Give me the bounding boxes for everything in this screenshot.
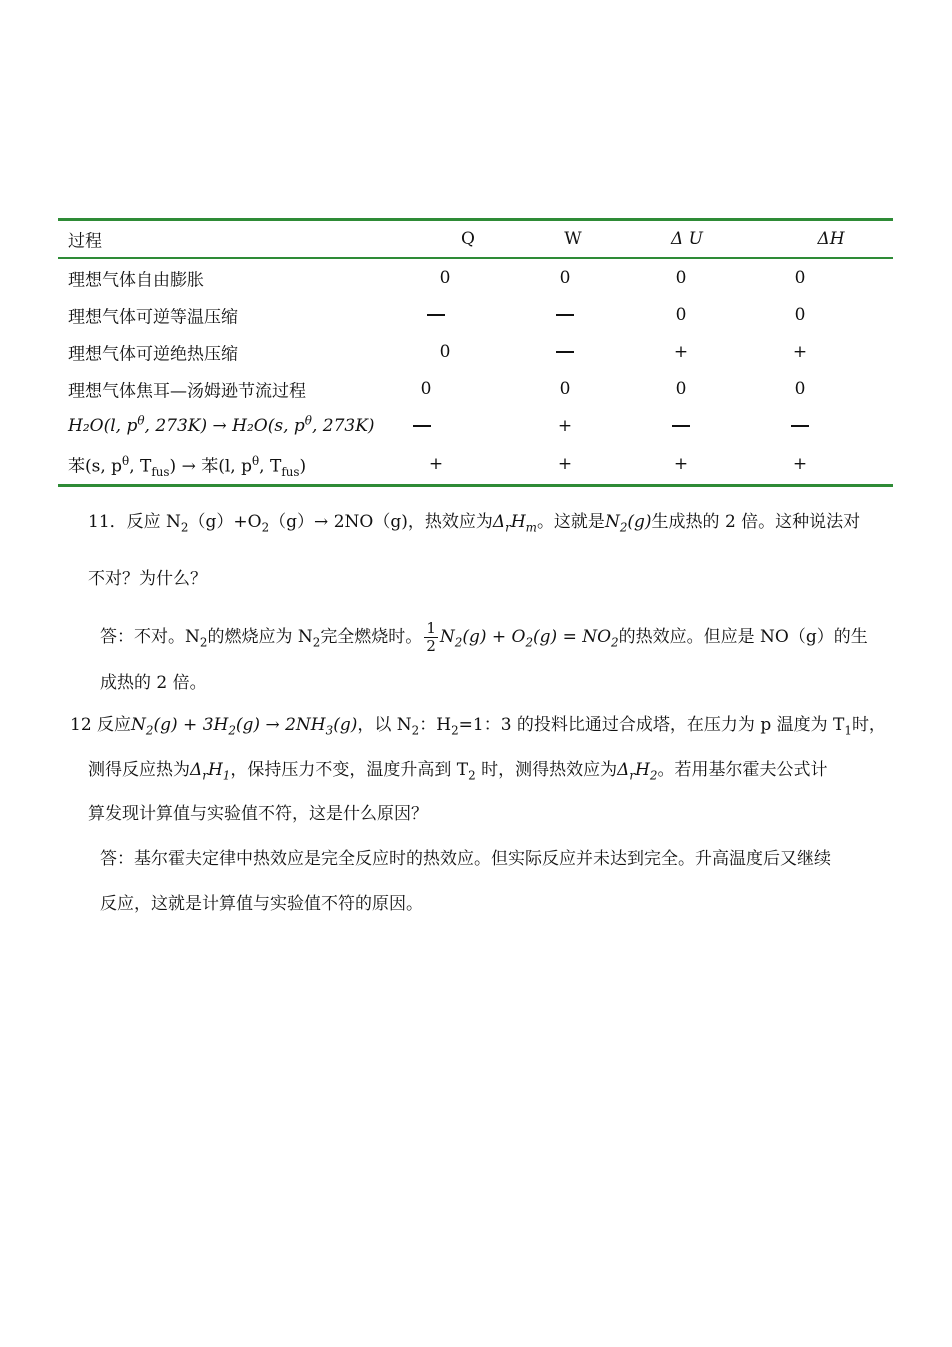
row-du <box>668 416 694 436</box>
q11-answer-text: 完全燃烧时。 <box>320 627 423 647</box>
row-w: 0 <box>559 267 571 288</box>
q11-line1: 11．反应 $N_2(g)+O_2(g)\to 2NO(g)$，热效应为$\Delta_rH_m$。这就是$N_2(g)$生成热的 2 倍。这种说法对 <box>88 512 861 535</box>
header-delta-h: ΔH <box>817 229 845 249</box>
q11-answer-line1: 答：不对。$N_2$的燃烧应为 $N_2$完全燃烧时。 $\frac{1}{2}$ $N_2(g) + O_2(g) = NO_2$的热效应。但应是 NO（g）的生 <box>100 619 868 655</box>
dash-mark <box>427 314 445 316</box>
row-process: 苯(s, $p^\theta$, $T_{fus}$) → 苯(l, $p^\theta$, $T_{fus}$) <box>68 453 307 479</box>
dash-mark <box>413 425 431 427</box>
dash-mark <box>556 314 574 316</box>
formula-delta-r-hm: $\Delta_rH_m$ <box>492 512 537 535</box>
row-process: 理想气体焦耳—汤姆逊节流过程 <box>68 381 306 401</box>
formula-delta-r-h2: $\Delta_rH_2$ <box>617 760 658 783</box>
header-w: W <box>564 229 582 249</box>
row-q: + <box>428 454 444 474</box>
q12-text: 时， <box>851 715 886 735</box>
q12-text: 。若用基尔霍夫公式计 <box>657 760 828 780</box>
row-q: 0 <box>420 378 432 399</box>
q11-text: （g）+O <box>188 512 262 532</box>
row-process: H₂O(l, $p^\theta$, 273K) → H₂O(s, $p^\theta$, 273K) <box>68 412 375 436</box>
q11-text: 2NO（g)，热效应为 <box>333 512 493 532</box>
row-du: 0 <box>675 267 687 288</box>
q11-answer-line2: 成热的 2 倍。 <box>100 673 207 693</box>
row-w: + <box>557 415 573 436</box>
q11-answer-text: 答：不对。N <box>100 627 200 647</box>
header-process: 过程 <box>68 231 102 252</box>
row-w <box>553 342 577 362</box>
table-row <box>58 333 893 370</box>
row-process: 理想气体可逆等温压缩 <box>68 307 238 327</box>
q11-answer-text: 的热效应。但应是 NO（g）的生 <box>618 627 868 647</box>
fraction-one-half: $\frac{1}{2}$ <box>426 619 436 655</box>
q12-text: ，以 N <box>357 715 412 735</box>
header-delta-u: Δ U <box>670 229 703 249</box>
row-du: 0 <box>675 304 687 325</box>
q11-text: 生成热的 2 倍。这种说法对 <box>651 512 861 532</box>
row-q: 0 <box>439 341 451 362</box>
table-bottom-rule <box>58 484 893 487</box>
row-dh: 0 <box>794 267 806 288</box>
q12-text: =1：3 的投料比通过合成塔，在压力为 p 温度为 T <box>458 715 845 735</box>
q11-text: 。这就是 <box>536 512 605 532</box>
table-row <box>58 370 893 407</box>
table-row <box>58 259 893 296</box>
row-dh <box>788 416 812 436</box>
q12-answer-line1: 答：基尔霍夫定律中热效应是完全反应时的热效应。但实际反应并未达到完全。升高温度后又继续 <box>100 849 831 869</box>
q12-line2: 测得反应热为$\Delta_rH_1$，保持压力不变，温度升高到 $T_2$ 时，测得热效应为$\Delta_rH_2$。若用基尔霍夫公式计 <box>88 760 828 783</box>
dash-mark <box>791 425 809 427</box>
row-du: 0 <box>675 378 687 399</box>
q12-text: 测得反应热为 <box>88 760 190 780</box>
table-row <box>58 407 893 444</box>
row-w <box>553 305 577 325</box>
q11-answer-text: 的燃烧应为 N <box>207 627 313 647</box>
row-process: 理想气体自由膨胀 <box>68 270 204 290</box>
thermo-table <box>58 218 893 487</box>
row-dh: 0 <box>794 378 806 399</box>
q11-line2: 不对？为什么？ <box>88 569 207 589</box>
q12-text: 12 反应 <box>70 715 132 735</box>
q12-text: ，保持压力不变，温度升高到 T <box>230 760 469 780</box>
row-dh: + <box>792 454 808 474</box>
formula-delta-r-h1: $\Delta_rH_1$ <box>190 760 231 783</box>
table-row <box>58 296 893 333</box>
formula-combustion: $N_2(g) + O_2(g) = NO_2$ <box>439 627 619 650</box>
q12-line3: 算发现计算值与实验值不符，这是什么原因？ <box>88 804 428 824</box>
row-process: 理想气体可逆绝热压缩 <box>68 344 238 364</box>
row-w: + <box>557 454 573 474</box>
header-q: Q <box>461 229 475 249</box>
row-du: + <box>673 454 689 474</box>
row-q <box>410 416 434 436</box>
row-w: 0 <box>559 378 571 399</box>
formula-n2g: $N_2(g)$ <box>604 512 652 535</box>
q12-answer-line2: 反应，这就是计算值与实验值不符的原因。 <box>100 894 423 914</box>
row-dh: + <box>792 341 808 362</box>
table-header-row <box>58 221 893 257</box>
row-q <box>424 305 448 325</box>
row-q: 0 <box>439 267 451 288</box>
q12-line1: 12 反应$N_2(g) + 3H_2(g) \to 2NH_3(g)$，以 $N_2$：$H_2=1$：3 的投料比通过合成塔，在压力为 p 温度为 $T_1$时， <box>70 715 886 738</box>
q11-text: （g）→ <box>269 512 329 532</box>
formula-nh3-synthesis: $N_2(g) + 3H_2(g) \to 2NH_3(g)$ <box>131 715 358 738</box>
row-du: + <box>673 341 689 362</box>
row-dh: 0 <box>794 304 806 325</box>
dash-mark <box>672 425 690 427</box>
dash-mark <box>556 351 574 353</box>
table-row <box>58 444 893 484</box>
q11-text: 11．反应 N <box>88 512 181 532</box>
q12-text: 时，测得热效应为 <box>475 760 618 780</box>
q12-text: ：H <box>419 715 452 735</box>
